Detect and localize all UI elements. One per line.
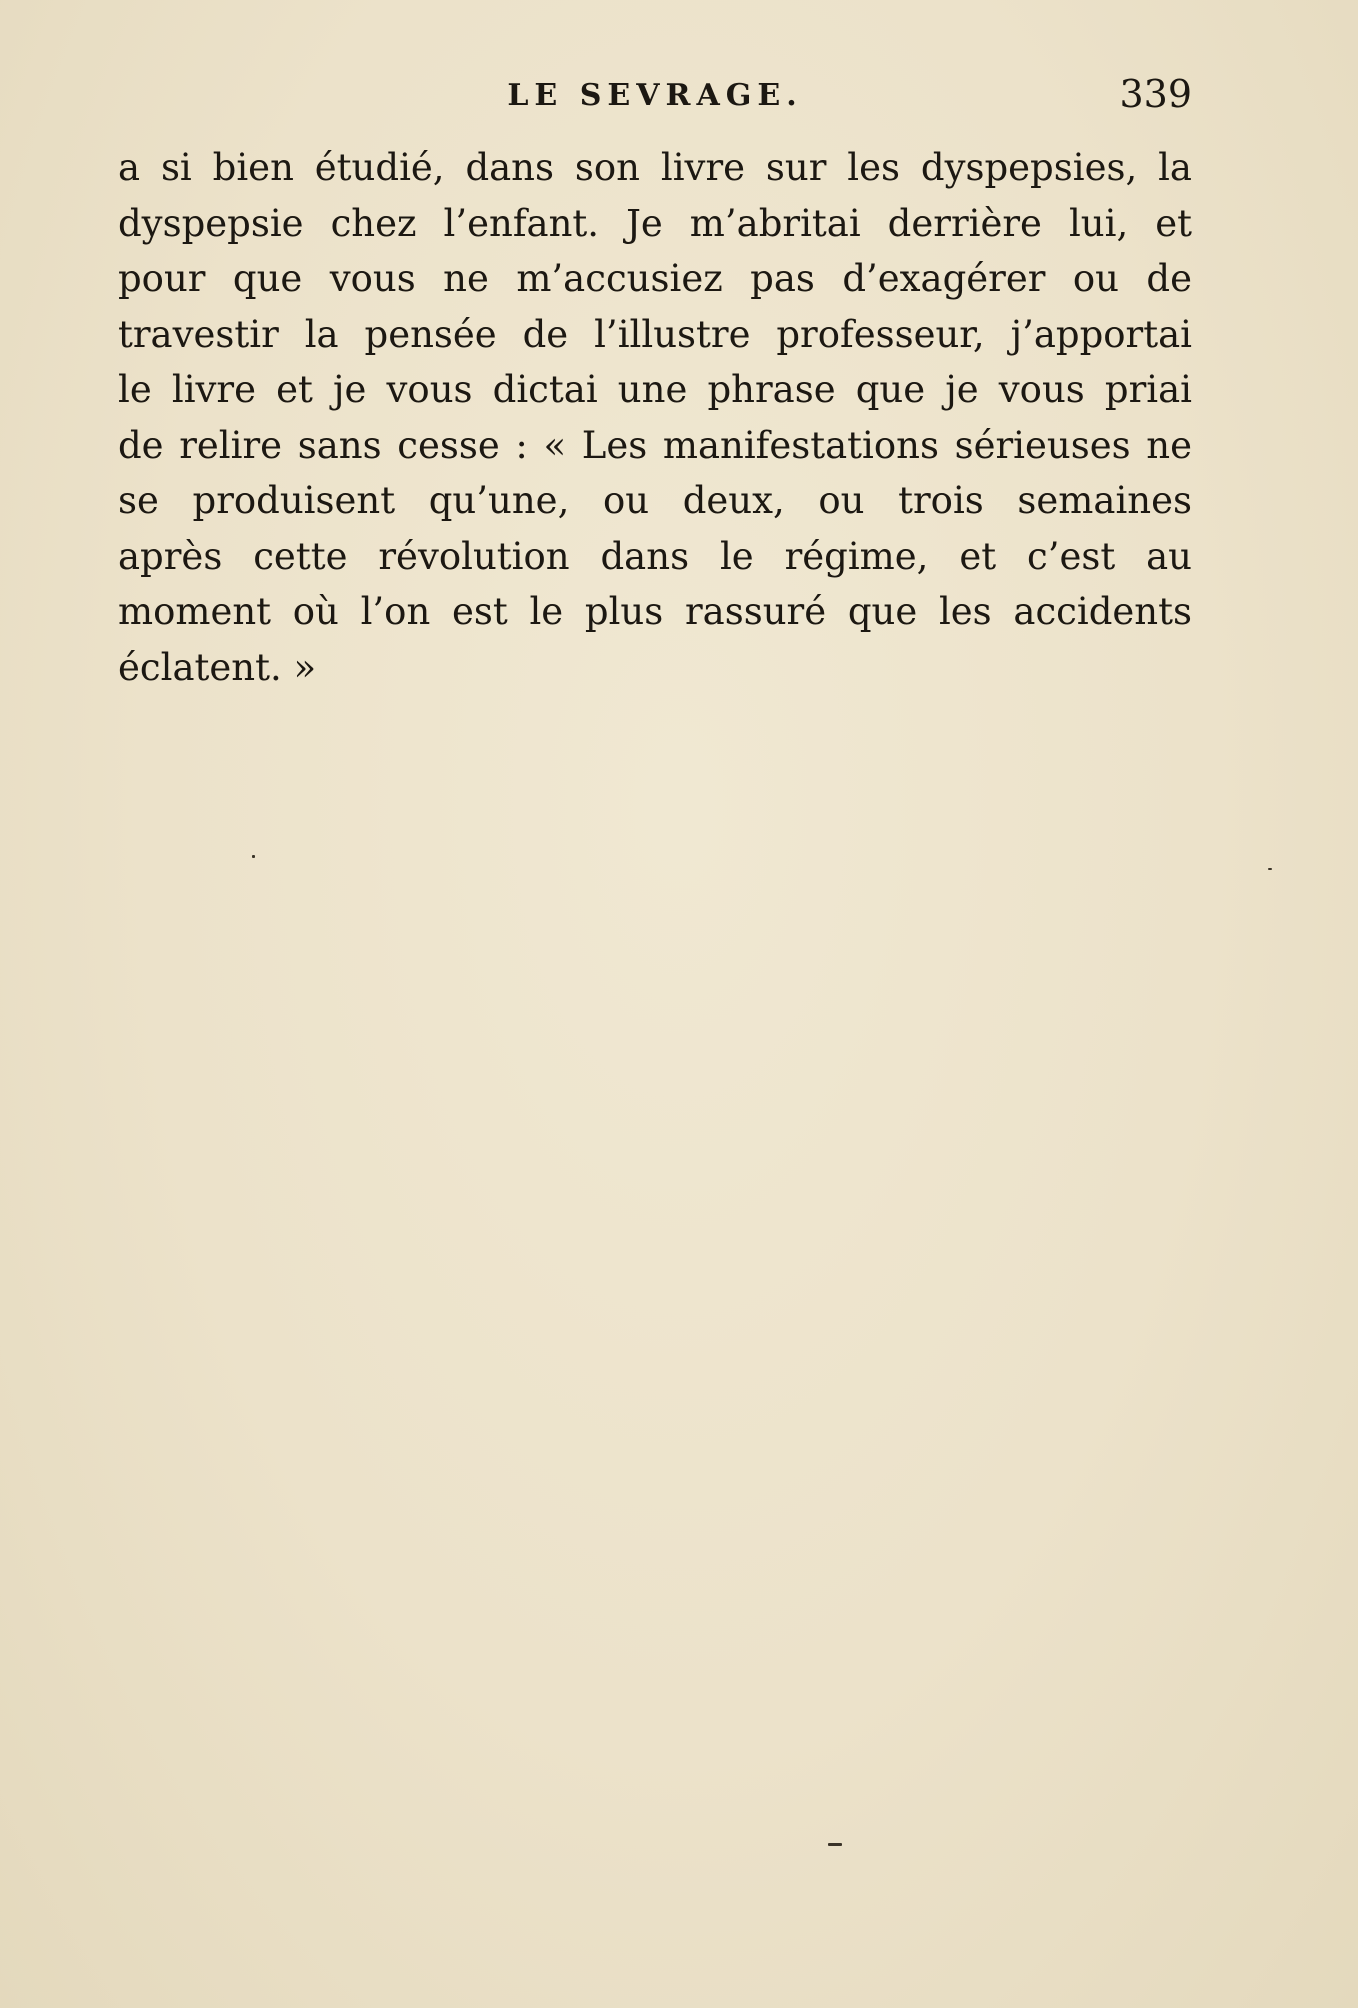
text-line: éclatent. » [118,645,317,689]
running-head [118,72,1192,122]
paper-speck [252,855,255,858]
text-line: dyspepsie chez l’enfant. Je m’abritai derrière lui, et [118,201,1192,245]
text-line: moment où l’on est le plus rassuré que les accidents [118,590,1192,633]
text-line: a si bien étudié, dans son livre sur les dyspepsies, la [118,146,1192,189]
body-paragraph [118,140,1192,695]
text-line: travestir la pensée de l’illustre professeur, j’apportai [118,312,1192,356]
text-line: pour que vous ne m’accusiez pas d’exagérer ou de [118,257,1192,300]
text-line: se produisent qu’une, ou deux, ou trois semaines [118,479,1192,522]
text-line: de relire sans cesse : « Les manifestations sérieuses ne [118,423,1192,467]
paper-speck [1268,868,1272,870]
text-line: après cette révolution dans le régime, et c’est au [118,534,1192,578]
paper-speck [828,1843,842,1846]
text-line: le livre et je vous dictai une phrase que je vous priai [118,368,1192,411]
running-title: LE SEVRAGE. [507,78,803,113]
page-number: 339 [1119,72,1192,116]
